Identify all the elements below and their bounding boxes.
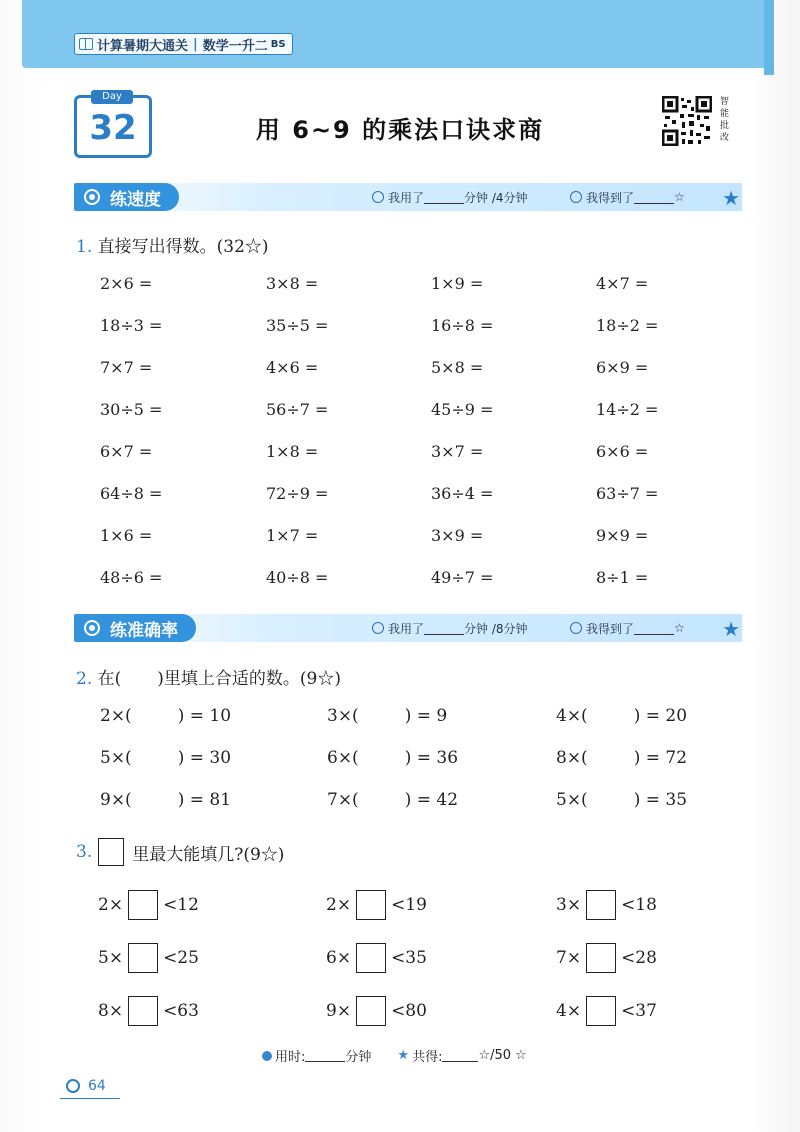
q3-answer-box[interactable]: [128, 890, 158, 920]
q2-problem-pre: 5×(: [556, 790, 588, 810]
q3-problem-pre: 5×: [98, 948, 124, 968]
day-number: 32: [89, 108, 137, 148]
qr-code-icon[interactable]: [662, 96, 712, 146]
q3-problem-post: <18: [621, 895, 657, 915]
series-tag: [74, 33, 293, 55]
q1-problem[interactable]: 6×9 =: [596, 358, 649, 377]
q2-problem-post: ) = 30: [177, 748, 232, 768]
star-decoration-icon: ★: [722, 617, 740, 641]
q2-problem[interactable]: [100, 706, 231, 726]
q3-problem[interactable]: [326, 996, 427, 1026]
score-blank[interactable]: [634, 191, 674, 204]
answer-box-icon: [98, 838, 124, 866]
q1-problem[interactable]: 8÷1 =: [596, 568, 649, 587]
q2-problem-pre: 7×(: [327, 790, 359, 810]
score-prefix: 我得到了: [586, 190, 635, 205]
q3-problem-post: <19: [391, 895, 427, 915]
q2-problem-pre: 6×(: [327, 748, 359, 768]
qr-label: 智能批改: [720, 97, 730, 143]
q1-problem[interactable]: 72÷9 =: [266, 484, 329, 503]
section-accuracy-text: 练准确率: [110, 620, 178, 641]
series-separator: |: [193, 36, 198, 52]
footer-total-blank[interactable]: [442, 1049, 478, 1062]
q2-problem[interactable]: [556, 748, 687, 768]
q3-problem-pre: 4×: [556, 1001, 582, 1021]
q2-text-before: 在(: [97, 669, 122, 689]
time-prefix: 我用了: [388, 621, 425, 636]
q3-problem-pre: 2×: [98, 895, 124, 915]
check-circle-icon: [570, 622, 582, 634]
q2-problem-pre: 2×(: [100, 706, 132, 726]
q3-answer-box[interactable]: [586, 890, 616, 920]
q1-problem[interactable]: 3×7 =: [431, 442, 484, 461]
q3-number: 3.: [76, 842, 93, 862]
q3-problem-pre: 9×: [326, 1001, 352, 1021]
footer-total-label: 共得:: [412, 1050, 443, 1065]
section-accuracy-score: [570, 614, 685, 642]
q3-answer-box[interactable]: [128, 943, 158, 973]
q3-answer-box[interactable]: [586, 943, 616, 973]
q3-problem-post: <37: [621, 1001, 657, 1021]
q3-answer-box[interactable]: [128, 996, 158, 1026]
q3-problem-post: <35: [391, 948, 427, 968]
section-accuracy-label: [74, 614, 196, 642]
q1-problem[interactable]: 1×7 =: [266, 526, 319, 545]
q2-problem-post: ) = 20: [633, 706, 688, 726]
page-number-underline: [60, 1098, 120, 1099]
q1-problem[interactable]: 6×7 =: [100, 442, 153, 461]
q1-problem[interactable]: 45÷9 =: [431, 400, 494, 419]
q3-answer-box[interactable]: [586, 996, 616, 1026]
q2-problem[interactable]: [327, 706, 447, 726]
page-number: [66, 1078, 106, 1094]
q3-problem[interactable]: [98, 943, 199, 973]
q1-problem[interactable]: 4×6 =: [266, 358, 319, 377]
clock-icon: [262, 1051, 272, 1061]
section-speed-time: [372, 183, 528, 211]
q1-problem[interactable]: 40÷8 =: [266, 568, 329, 587]
star-outline-icon: ☆: [515, 1048, 527, 1063]
time-suffix: 分钟 /8分钟: [464, 621, 528, 636]
page-number-text: 64: [88, 1078, 106, 1094]
q2-text-after: )里填上合适的数。(9☆): [157, 669, 341, 689]
q2-problem-post: ) = 35: [633, 790, 688, 810]
q2-title: [76, 664, 341, 689]
edition-label: BS: [270, 38, 286, 50]
q3-answer-box[interactable]: [356, 890, 386, 920]
q2-problem[interactable]: [556, 706, 687, 726]
q1-title: [76, 232, 269, 257]
page-title: 用 6~9 的乘法口诀求商: [255, 116, 545, 144]
footer-time-unit: 分钟: [345, 1050, 372, 1065]
q2-problem[interactable]: [100, 790, 231, 810]
subject-name: 数学一升二: [202, 38, 268, 54]
q3-problem-post: <80: [391, 1001, 427, 1021]
star-decoration-icon: ★: [722, 186, 740, 210]
q1-problem[interactable]: 1×8 =: [266, 442, 319, 461]
series-name: 计算暑期大通关: [97, 38, 189, 54]
q1-problem[interactable]: 64÷8 =: [100, 484, 163, 503]
score-suffix: ☆: [674, 190, 685, 204]
q3-problem-post: <28: [621, 948, 657, 968]
section-accuracy-bar: [74, 614, 742, 642]
book-icon: [79, 38, 93, 50]
score-suffix: ☆: [674, 621, 685, 635]
q2-problem-pre: 9×(: [100, 790, 132, 810]
q2-problem[interactable]: [327, 748, 458, 768]
q1-problem[interactable]: 30÷5 =: [100, 400, 163, 419]
q1-problem[interactable]: 7×7 =: [100, 358, 153, 377]
score-blank[interactable]: [634, 622, 674, 635]
footer-summary: [262, 1046, 527, 1065]
q2-problem-pre: 4×(: [556, 706, 588, 726]
q3-problem[interactable]: [326, 943, 427, 973]
q1-problem[interactable]: 3×8 =: [266, 274, 319, 293]
score-prefix: 我得到了: [586, 621, 635, 636]
q1-problem[interactable]: 6×6 =: [596, 442, 649, 461]
q1-problem[interactable]: 49÷7 =: [431, 568, 494, 587]
q2-problem-post: ) = 42: [404, 790, 459, 810]
q3-problem-pre: 7×: [556, 948, 582, 968]
section-speed-bar: [74, 183, 742, 211]
time-blank[interactable]: [424, 191, 464, 204]
footer-total-suffix: ☆/50: [478, 1048, 512, 1063]
q3-problem-post: <12: [163, 895, 199, 915]
q3-problem[interactable]: [556, 996, 657, 1026]
q2-problem[interactable]: [327, 790, 458, 810]
q2-problem[interactable]: [556, 790, 687, 810]
q1-problem[interactable]: 14÷2 =: [596, 400, 659, 419]
q3-problem[interactable]: [556, 890, 657, 920]
q3-answer-box[interactable]: [356, 996, 386, 1026]
q2-problem-pre: 8×(: [556, 748, 588, 768]
q1-text: 直接写出得数。(32☆): [97, 237, 269, 257]
q2-problem-post: ) = 9: [404, 706, 448, 726]
header-band-edge: [764, 0, 774, 75]
q3-answer-box[interactable]: [356, 943, 386, 973]
target-icon: [84, 620, 100, 636]
q2-problem-post: ) = 10: [177, 706, 232, 726]
time-suffix: 分钟 /4分钟: [464, 190, 528, 205]
q1-problem[interactable]: 2×6 =: [100, 274, 153, 293]
q2-problem[interactable]: [100, 748, 231, 768]
time-blank[interactable]: [424, 622, 464, 635]
section-speed-score: [570, 183, 685, 211]
footer-time-label: 用时:: [275, 1050, 306, 1065]
q2-problem-pre: 5×(: [100, 748, 132, 768]
q1-problem[interactable]: 4×7 =: [596, 274, 649, 293]
q1-problem[interactable]: 5×8 =: [431, 358, 484, 377]
clock-icon: [372, 622, 384, 634]
q1-problem[interactable]: 3×9 =: [431, 526, 484, 545]
clock-icon: [372, 191, 384, 203]
q3-problem-post: <25: [163, 948, 199, 968]
q2-problem-post: ) = 72: [633, 748, 688, 768]
q1-problem[interactable]: 35÷5 =: [266, 316, 329, 335]
q1-problem[interactable]: 1×9 =: [431, 274, 484, 293]
time-prefix: 我用了: [388, 190, 425, 205]
q3-problem-pre: 2×: [326, 895, 352, 915]
q2-problem-post: ) = 36: [404, 748, 459, 768]
q2-problem-pre: 3×(: [327, 706, 359, 726]
check-circle-icon: [570, 191, 582, 203]
star-icon: ★: [397, 1048, 410, 1063]
q3-title: [76, 838, 284, 866]
q3-problem-pre: 3×: [556, 895, 582, 915]
q1-problem[interactable]: 18÷2 =: [596, 316, 659, 335]
q1-problem[interactable]: 63÷7 =: [596, 484, 659, 503]
q3-text: 里最大能填几?(9☆): [132, 844, 285, 865]
day-badge: [74, 91, 152, 158]
q3-problem[interactable]: [98, 890, 199, 920]
q1-number: 1.: [76, 237, 93, 257]
day-tab: Day: [91, 90, 133, 104]
q3-problem-pre: 8×: [98, 1001, 124, 1021]
sun-icon: [66, 1079, 80, 1093]
q3-problem[interactable]: [326, 890, 427, 920]
q3-problem-pre: 6×: [326, 948, 352, 968]
q3-problem[interactable]: [556, 943, 657, 973]
stopwatch-icon: [84, 189, 100, 205]
q2-number: 2.: [76, 669, 93, 689]
q3-problem[interactable]: [98, 996, 199, 1026]
section-speed-text: 练速度: [110, 189, 161, 210]
q1-problem[interactable]: 36÷4 =: [431, 484, 494, 503]
section-accuracy-time: [372, 614, 528, 642]
q1-problem[interactable]: 9×9 =: [596, 526, 649, 545]
q1-problem[interactable]: 1×6 =: [100, 526, 153, 545]
q3-problem-post: <63: [163, 1001, 199, 1021]
q1-problem[interactable]: 16÷8 =: [431, 316, 494, 335]
section-speed-label: [74, 183, 179, 211]
footer-time-blank[interactable]: [305, 1049, 345, 1062]
q1-problem[interactable]: 56÷7 =: [266, 400, 329, 419]
q1-problem[interactable]: 48÷6 =: [100, 568, 163, 587]
q1-problem[interactable]: 18÷3 =: [100, 316, 163, 335]
q2-problem-post: ) = 81: [177, 790, 232, 810]
